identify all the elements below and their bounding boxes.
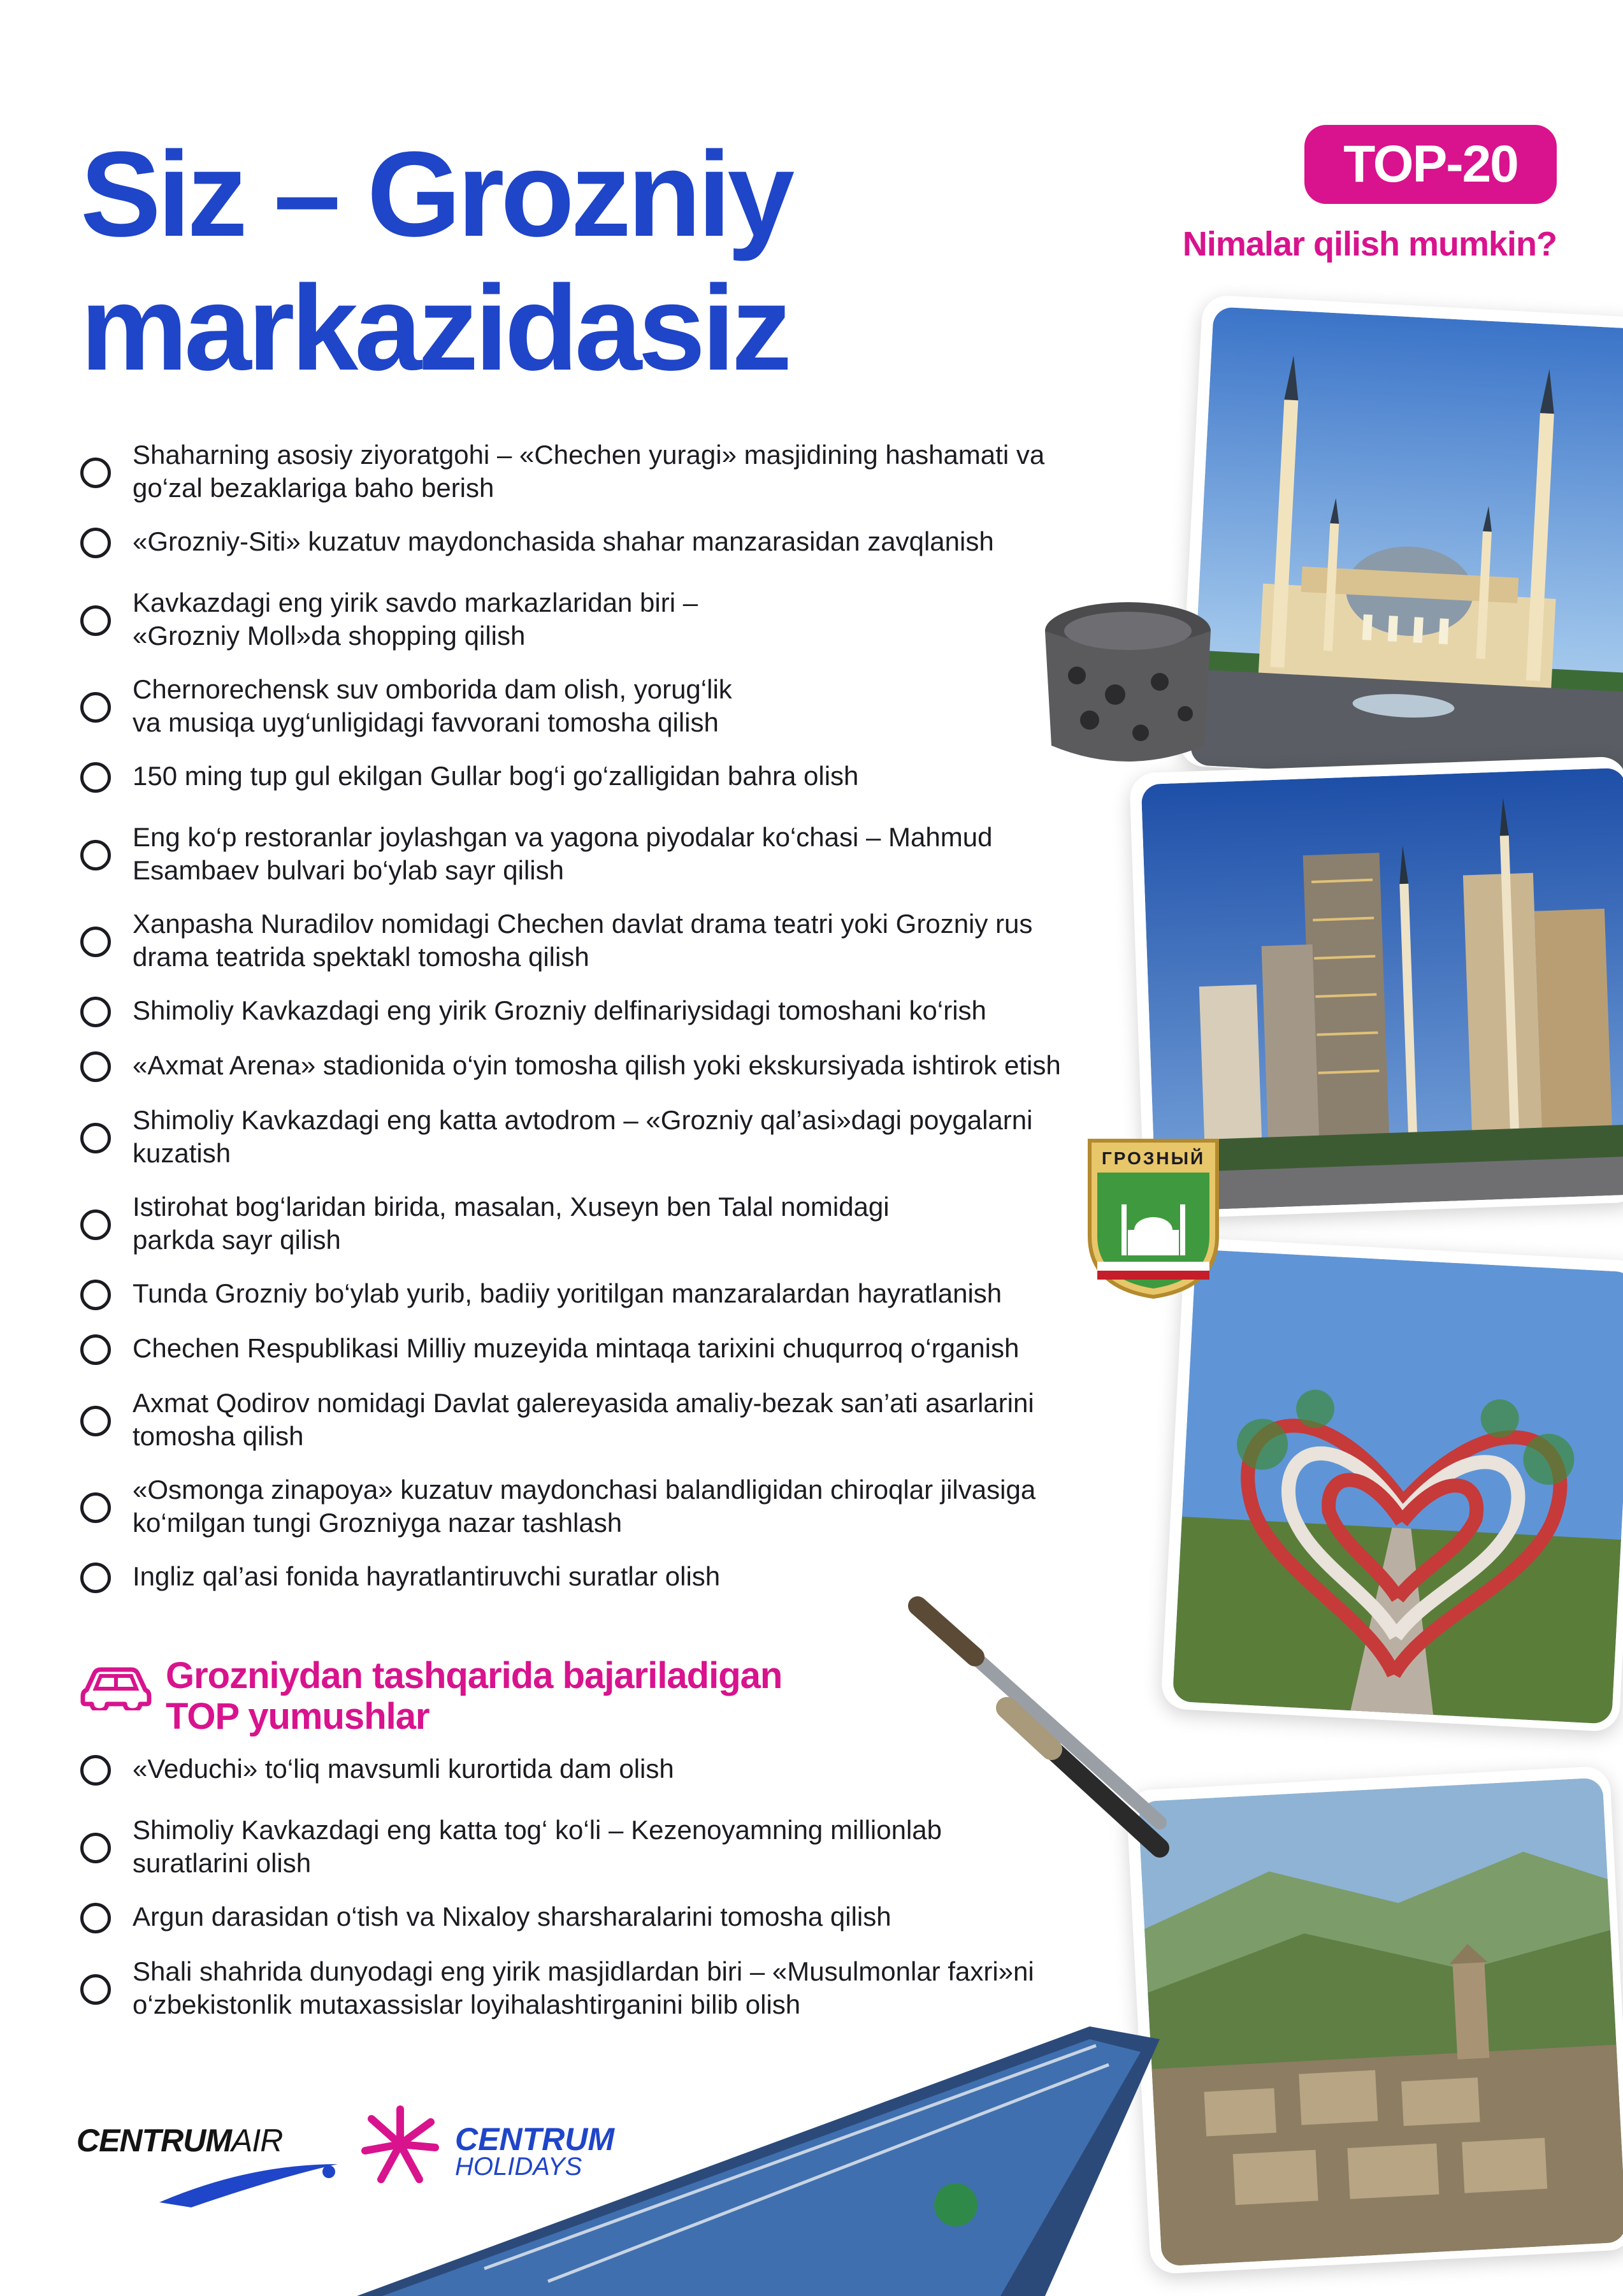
checklist-item [76,821,1127,887]
checkbox-circle[interactable] [80,1903,111,1933]
checklist-item [76,1277,1127,1310]
checklist-item-text: «Axmat Arena» stadionida o‘yin tomosha qilish yoki ekskursiyada ishtirok etish [133,1050,1061,1080]
checklist-item [76,1190,1127,1257]
flower-garden-image [1172,1250,1623,1724]
checklist-item-text: 150 ming tup gul ekilgan Gullar bog‘i go‘zalligidan bahra olish [133,761,859,791]
grozny-emblem [1083,1134,1223,1300]
emblem-text: ГРОЗНЫЙ [1101,1148,1206,1168]
page-title [80,127,791,395]
holidays-word-2: HOLIDAYS [455,2153,582,2181]
checklist-item-text: Axmat Qodirov nomidagi Davlat galereyasida amaliy-bezak san’ati asarlarini tomosha qilish [133,1388,1034,1451]
checkbox-circle[interactable] [80,1406,111,1436]
checklist-item-text: Shaharning asosiy ziyoratgohi – «Chechen yuragi» masjidining hashamati va go‘zal bezaklariga baho berish [133,440,1045,503]
checkbox-circle[interactable] [80,1833,111,1863]
checklist-item-text: Tunda Grozniy bo‘ylab yurib, badiiy yoritilgan manzaralardan hayratlanish [133,1278,1002,1308]
checklist-item-text: Eng ko‘p restoranlar joylashgan va yagona piyodalar ko‘chasi – Mahmud Esambaev bulvari bo‘ylab sayr qilish [133,822,993,885]
checklist-item [76,525,1127,558]
starburst-icon [356,2103,445,2186]
checklist-item-text: Ingliz qal’asi fonida hayratlantiruvchi suratlar olish [133,1561,721,1591]
subtitle: Nimalar qilish mumkin? [1182,225,1557,263]
centrum-air-bold: CENTRUM [76,2123,231,2158]
checkbox-circle[interactable] [80,1280,111,1310]
mosque-image [1190,307,1623,788]
papakha-hat-image [1026,593,1230,784]
title-line-2: markazidasiz [80,261,788,396]
checklist-item [76,586,1127,653]
checklist-item-text: Chechen Respublikasi Milliy muzeyida mintaqa tarixini chuqurroq o‘rganish [133,1333,1020,1363]
dagger-image [905,1593,1172,1861]
checklist-item-text: Shimoliy Kavkazdagi eng katta tog‘ ko‘li – Kezenoyamning millionlab suratlarini olish [133,1815,942,1878]
centrum-air-logo [76,2116,331,2205]
checklist-item [76,907,1127,974]
checkbox-circle[interactable] [80,692,111,723]
photo-mountain-village [1126,1766,1623,2275]
mountain-village-image [1138,1777,1623,2266]
checklist-item-text: Argun darasidan o‘tish va Nixaloy sharsharalarini tomosha qilish [133,1902,891,1931]
top-20-badge: TOP-20 [1304,125,1557,204]
checkbox-circle[interactable] [80,1123,111,1153]
checkbox-circle[interactable] [80,458,111,488]
airplane-swoosh-icon [153,2158,344,2209]
checklist-item [76,1473,1127,1540]
checkbox-circle[interactable] [80,840,111,870]
checklist-item [76,1900,1127,1933]
checklist-item [76,1332,1127,1365]
checklist-item [76,673,1127,739]
checkbox-circle[interactable] [80,927,111,957]
checkbox-circle[interactable] [80,762,111,793]
checkbox-circle[interactable] [80,1974,111,2005]
checklist-item [76,1049,1127,1082]
car-icon [80,1664,152,1710]
photo-mosque [1178,294,1623,789]
checkbox-circle[interactable] [80,605,111,636]
checklist-item [76,1387,1127,1453]
checklist-item [76,994,1127,1027]
checklist-item-text: Shimoliy Kavkazdagi eng yirik Grozniy delfinariysidagi tomoshani ko‘rish [133,995,986,1025]
checklist-item-text: Chernorechensk suv omborida dam olish, yorug‘lik va musiqa uyg‘unligidagi favvorani tomosha qilish [133,674,732,737]
checkbox-circle[interactable] [80,528,111,558]
checkbox-circle[interactable] [80,1492,111,1523]
checklist-item-text: Shali shahrida dunyodagi eng yirik masjidlardan biri – «Musulmonlar faxri»ni o‘zbekistonlik mutaxassislar loyihalashtirganini bilib olish [133,1956,1034,2019]
checklist-item-text: «Veduchi» to‘liq mavsumli kurortida dam olish [133,1754,674,1784]
checklist-item-text: Shimoliy Kavkazdagi eng katta avtodrom – «Grozniy qal’asi»dagi poygalarni kuzatish [133,1105,1033,1168]
checklist-item [76,438,1127,505]
checkbox-circle[interactable] [80,1563,111,1593]
checklist-item [76,1955,1127,2021]
checklist-item-text: «Osmonga zinapoya» kuzatuv maydonchasi balandligidan chiroqlar jilvasiga ko‘milgan tungi Grozniyga nazar tashlash [133,1475,1036,1538]
centrum-holidays-logo [356,2103,655,2186]
checklist-item-text: Istirohat bog‘laridan birida, masalan, Xuseyn ben Talal nomidagi parkda sayr qilish [133,1192,890,1255]
outside-heading-text: Grozniydan tashqarida bajariladigan TOP yumushlar [166,1655,783,1737]
checklist-item [76,760,1127,793]
title-line-1: Siz – Grozniy [80,127,791,262]
checkbox-circle[interactable] [80,1209,111,1240]
checkbox-circle[interactable] [80,997,111,1027]
holidays-word-1: CENTRUM [455,2121,614,2157]
checklist-item [76,1560,1127,1593]
checklist-item-text: «Grozniy-Siti» kuzatuv maydonchasida shahar manzarasidan zavqlanish [133,526,994,556]
checklist-item-text: Xanpasha Nuradilov nomidagi Chechen davlat drama teatri yoki Grozniy rus drama teatrida spektakl tomosha qilish [133,909,1033,972]
checkbox-circle[interactable] [80,1755,111,1786]
checklist-item [76,1104,1127,1170]
photo-flower-garden [1160,1238,1623,1733]
centrum-air-light: AIR [231,2123,283,2158]
checkbox-circle[interactable] [80,1051,111,1082]
checklist-item-text: Kavkazdagi eng yirik savdo markazlaridan biri – «Grozniy Moll»da shopping qilish [133,588,698,651]
checkbox-circle[interactable] [80,1334,111,1365]
